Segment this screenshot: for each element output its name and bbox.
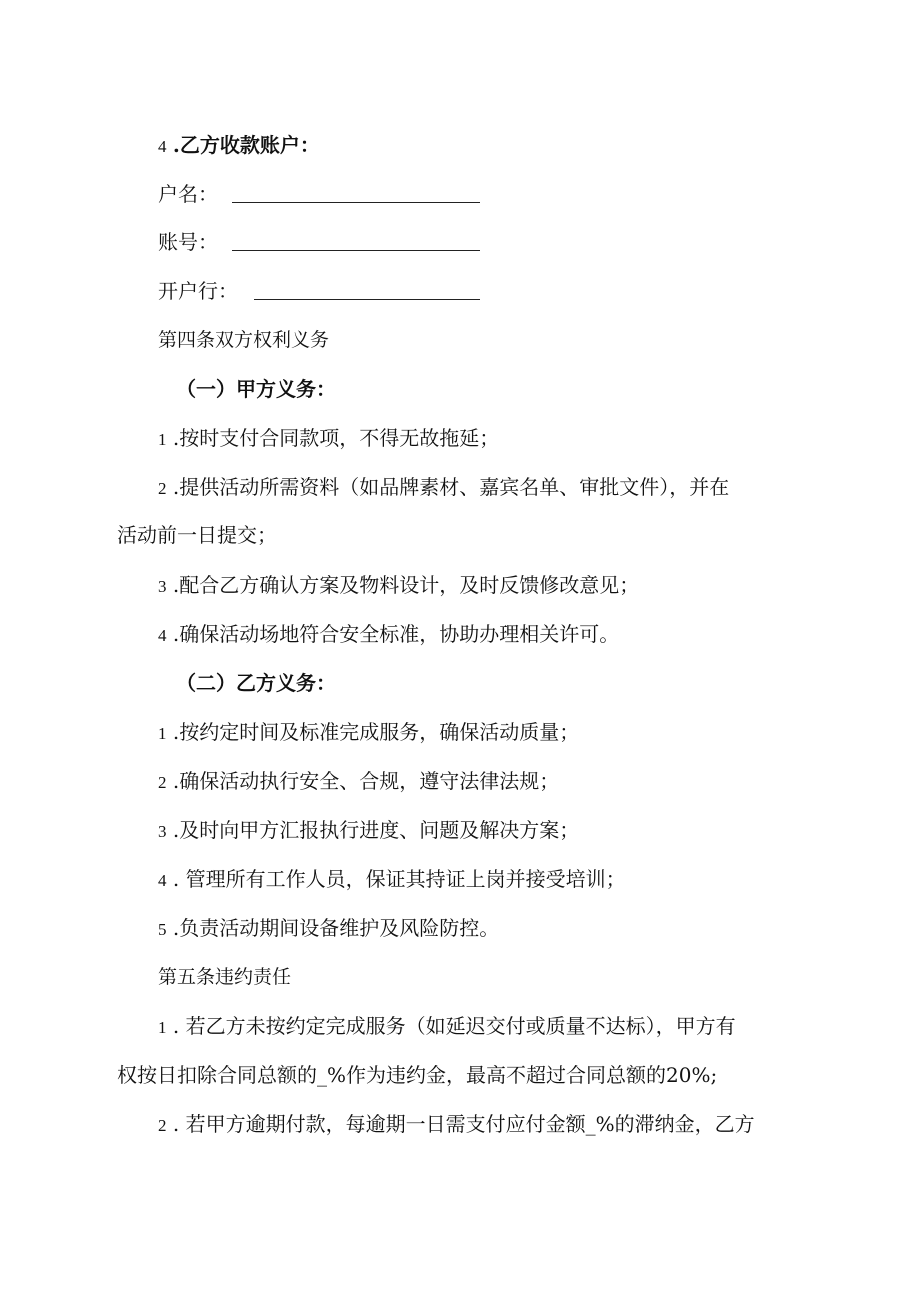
- article5-item-1-cont: 权按日扣除合同总额的_%作为违约金，最高不超过合同总额的20%;: [117, 1063, 718, 1087]
- account-heading: [158, 131, 320, 161]
- list-number: 2: [158, 773, 167, 792]
- list-text: .确保活动执行安全、合规，遵守法律法规；: [172, 769, 560, 793]
- account-number-blank[interactable]: [232, 234, 480, 251]
- list-text: .按时支付合同款项，不得无故拖延；: [172, 426, 500, 450]
- list-text: . 管理所有工作人员，保证其持证上岗并接受培训；: [172, 867, 626, 891]
- list-text: .负责活动期间设备维护及风险防控。: [172, 916, 500, 940]
- account-name-blank[interactable]: [232, 186, 480, 203]
- list-text: .按约定时间及标准完成服务，确保活动质量；: [172, 720, 580, 744]
- partyB-item-4: [158, 865, 626, 895]
- partyA-item-4: [158, 620, 619, 650]
- account-bank-blank[interactable]: [254, 283, 480, 300]
- account-number-label: 账号：: [158, 230, 218, 254]
- list-number: 5: [158, 920, 167, 939]
- article5-title: 第五条违约责任: [158, 966, 292, 988]
- list-number: 3: [158, 822, 167, 841]
- account-heading-number: 4: [158, 137, 167, 156]
- partyB-heading: （二）乙方义务：: [176, 671, 336, 695]
- list-number: 1: [158, 724, 167, 743]
- partyA-item-2: [158, 473, 729, 503]
- account-bank-row: [158, 277, 238, 305]
- partyA-heading: （一）甲方义务：: [176, 377, 336, 401]
- list-number: 4: [158, 626, 167, 645]
- partyA-item-2-cont: 活动前一日提交；: [117, 523, 277, 547]
- list-number: 1: [158, 430, 167, 449]
- account-heading-text: .乙方收款账户：: [172, 133, 320, 157]
- account-number-row: [158, 228, 218, 256]
- list-text: .配合乙方确认方案及物料设计，及时反馈修改意见；: [172, 573, 640, 597]
- article5-item-2: [158, 1110, 755, 1140]
- account-name-label: 户名：: [158, 182, 218, 206]
- account-bank-label: 开户行：: [158, 279, 238, 303]
- partyB-item-1: [158, 718, 579, 748]
- account-name-row: [158, 180, 218, 208]
- partyB-item-2: [158, 767, 559, 797]
- partyB-item-5: [158, 914, 499, 944]
- list-number: 1: [158, 1018, 167, 1037]
- partyA-item-1: [158, 424, 499, 454]
- list-number: 2: [158, 1116, 167, 1135]
- list-text: . 若甲方逾期付款，每逾期一日需支付应付金额_%的滞纳金，乙方: [172, 1112, 755, 1136]
- list-text: .确保活动场地符合安全标准，协助办理相关许可。: [172, 622, 620, 646]
- list-text: .及时向甲方汇报执行进度、问题及解决方案；: [172, 818, 580, 842]
- list-text: .提供活动所需资料（如品牌素材、嘉宾名单、审批文件），并在: [172, 475, 730, 499]
- list-number: 2: [158, 479, 167, 498]
- article5-item-1: [158, 1012, 736, 1042]
- article4-title: 第四条双方权利义务: [158, 329, 330, 351]
- partyA-item-3: [158, 571, 639, 601]
- list-number: 4: [158, 871, 167, 890]
- list-text: . 若乙方未按约定完成服务（如延迟交付或质量不达标），甲方有: [172, 1014, 736, 1038]
- list-number: 3: [158, 577, 167, 596]
- partyB-item-3: [158, 816, 579, 846]
